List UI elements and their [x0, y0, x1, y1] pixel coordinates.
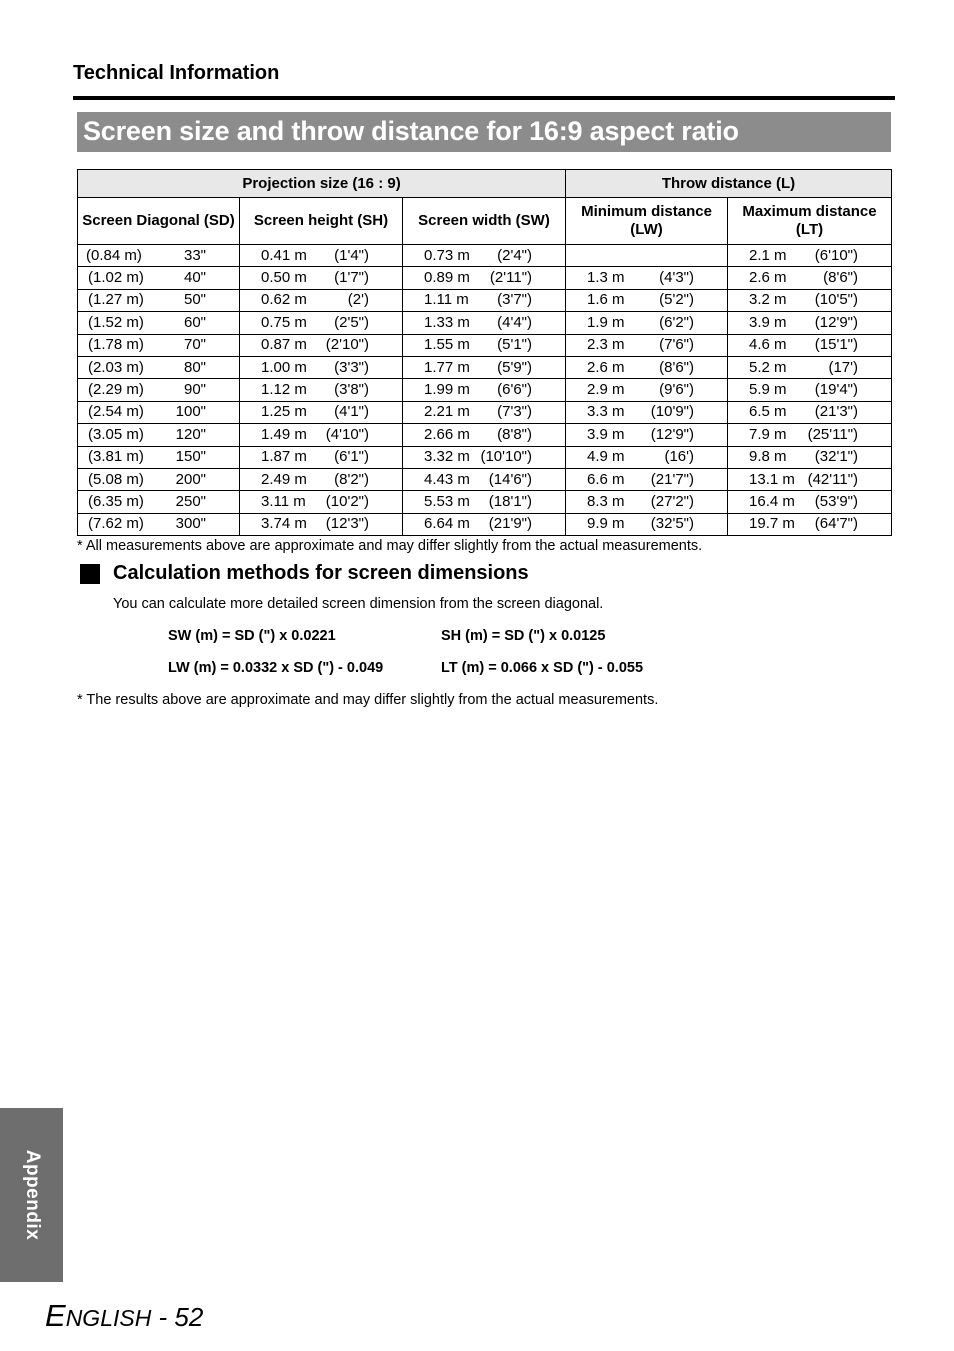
cell-screen-height — [240, 267, 403, 289]
cell-feet-value: (4'4") — [497, 313, 533, 331]
cell-screen-diagonal — [78, 312, 240, 334]
cell-metric-value: 1.87 m — [261, 448, 307, 466]
cell-inch-value: 120" — [175, 425, 206, 443]
cell-feet-value: (8'6") — [823, 269, 859, 287]
cell-metric-value: 1.6 m — [587, 291, 625, 309]
cell-metric-value: (5.08 m) — [88, 470, 144, 488]
cell-metric-value: 6.64 m — [424, 515, 470, 533]
cell-screen-width — [403, 491, 566, 513]
cell-inch-value: 100" — [175, 403, 206, 421]
cell-inch-value: 50" — [183, 291, 206, 309]
calculation-intro: You can calculate more detailed screen dimension from the screen diagonal. — [113, 596, 604, 612]
cell-metric-value: 7.9 m — [749, 425, 787, 443]
cell-screen-diagonal — [78, 491, 240, 513]
cell-inch-value: 80" — [183, 358, 206, 376]
cell-metric-value: 2.21 m — [424, 403, 470, 421]
cell-maximum-distance — [728, 245, 892, 267]
cell-minimum-distance — [566, 446, 728, 468]
table-row — [78, 446, 892, 468]
cell-feet-value: (64'7") — [814, 515, 859, 533]
column-header-screen-diagonal: Screen Diagonal (SD) — [78, 198, 240, 245]
cell-metric-value: (2.54 m) — [88, 403, 144, 421]
cell-inch-value: 200" — [175, 470, 206, 488]
cell-maximum-distance — [728, 513, 892, 535]
cell-feet-value: (3'8") — [334, 381, 369, 399]
footer-language-rest: NGLISH — [65, 1305, 152, 1331]
cell-inch-value: 300" — [175, 515, 206, 533]
cell-metric-value: 6.6 m — [587, 470, 625, 488]
group-header-throw-distance: Throw distance (L) — [566, 170, 892, 198]
cell-screen-height — [240, 468, 403, 490]
cell-feet-value: (10'10") — [480, 448, 533, 466]
cell-screen-width — [403, 424, 566, 446]
cell-feet-value: (4'3") — [659, 269, 695, 287]
cell-screen-diagonal — [78, 356, 240, 378]
cell-metric-value: 1.99 m — [424, 381, 470, 399]
cell-maximum-distance — [728, 312, 892, 334]
title-bar — [77, 112, 891, 152]
cell-feet-value: (5'1") — [497, 336, 533, 354]
cell-inch-value: 150" — [175, 448, 206, 466]
cell-maximum-distance — [728, 379, 892, 401]
header-divider — [73, 96, 895, 100]
cell-metric-value: 19.7 m — [749, 515, 795, 533]
cell-feet-value: (2'4") — [497, 246, 533, 264]
cell-metric-value: 5.9 m — [749, 381, 787, 399]
table-row — [78, 289, 892, 311]
cell-screen-width — [403, 468, 566, 490]
cell-metric-value: (1.78 m) — [88, 336, 144, 354]
footer-page-number: - 52 — [151, 1302, 204, 1332]
cell-feet-value: (14'6") — [488, 470, 533, 488]
cell-screen-diagonal — [78, 446, 240, 468]
page-title: Screen size and throw distance for 16:9 aspect ratio — [83, 116, 739, 146]
cell-metric-value: 3.9 m — [749, 313, 787, 331]
table-row — [78, 312, 892, 334]
table-column-header-row — [78, 198, 892, 245]
cell-metric-value: 2.1 m — [749, 246, 787, 264]
cell-inch-value: 33" — [183, 246, 206, 264]
table-row — [78, 468, 892, 490]
column-header-screen-height: Screen height (SH) — [240, 198, 403, 245]
table-row — [78, 401, 892, 423]
cell-feet-value: (1'7") — [334, 269, 369, 287]
cell-metric-value: 1.9 m — [587, 313, 625, 331]
cell-metric-value: 2.3 m — [587, 336, 625, 354]
table-row — [78, 267, 892, 289]
cell-metric-value: 2.6 m — [749, 269, 787, 287]
cell-metric-value: 0.87 m — [261, 336, 307, 354]
formula-lw: LW (m) = 0.0332 x SD (") - 0.049 — [168, 660, 384, 676]
formula-lt: LT (m) = 0.066 x SD (") - 0.055 — [441, 660, 644, 676]
cell-metric-value: (2.29 m) — [88, 381, 144, 399]
cell-metric-value: 1.33 m — [424, 313, 470, 331]
cell-feet-value: (12'9") — [650, 425, 695, 443]
cell-maximum-distance — [728, 289, 892, 311]
cell-screen-height — [240, 312, 403, 334]
cell-feet-value: (2'5") — [334, 313, 369, 331]
cell-maximum-distance — [728, 424, 892, 446]
cell-metric-value: 2.9 m — [587, 381, 625, 399]
formula-sw: SW (m) = SD (") x 0.0221 — [168, 628, 336, 644]
cell-metric-value: 3.2 m — [749, 291, 787, 309]
cell-feet-value: (8'8") — [497, 425, 533, 443]
cell-screen-height — [240, 424, 403, 446]
cell-feet-value: (2'11") — [489, 269, 533, 287]
cell-screen-height — [240, 446, 403, 468]
cell-metric-value: 0.62 m — [261, 291, 307, 309]
table-row — [78, 356, 892, 378]
cell-metric-value: (0.84 m) — [86, 246, 142, 264]
cell-metric-value: 3.9 m — [587, 425, 625, 443]
cell-minimum-distance — [566, 356, 728, 378]
cell-metric-value: 0.75 m — [261, 313, 307, 331]
cell-screen-diagonal — [78, 424, 240, 446]
cell-metric-value: 9.8 m — [749, 448, 787, 466]
cell-metric-value: 4.43 m — [424, 470, 470, 488]
cell-inch-value: 250" — [175, 492, 206, 510]
group-header-projection-size: Projection size (16 : 9) — [78, 170, 566, 198]
cell-maximum-distance — [728, 491, 892, 513]
cell-metric-value: 2.49 m — [261, 470, 307, 488]
cell-screen-height — [240, 513, 403, 535]
cell-screen-width — [403, 267, 566, 289]
calculation-heading-text: Calculation methods for screen dimensions — [113, 562, 529, 584]
cell-inch-value: 90" — [183, 381, 206, 399]
appendix-side-tab[interactable] — [0, 1108, 63, 1282]
cell-metric-value: (1.27 m) — [88, 291, 144, 309]
column-header-minimum-distance: Minimum distance (LW) — [566, 198, 728, 245]
cell-feet-value: (12'3") — [325, 515, 369, 533]
cell-screen-width — [403, 401, 566, 423]
cell-screen-height — [240, 379, 403, 401]
cell-maximum-distance — [728, 468, 892, 490]
cell-metric-value: 5.53 m — [424, 492, 470, 510]
cell-screen-width — [403, 312, 566, 334]
cell-maximum-distance — [728, 267, 892, 289]
cell-screen-diagonal — [78, 245, 240, 267]
cell-screen-height — [240, 334, 403, 356]
cell-metric-value: 2.6 m — [587, 358, 625, 376]
cell-screen-height — [240, 401, 403, 423]
cell-feet-value: (21'9") — [488, 515, 533, 533]
square-bullet-icon — [80, 564, 100, 584]
cell-screen-diagonal — [78, 267, 240, 289]
cell-metric-value: (7.62 m) — [88, 515, 144, 533]
cell-feet-value: (6'2") — [659, 313, 695, 331]
table-group-header-row — [78, 170, 892, 198]
table-row — [78, 245, 892, 267]
cell-screen-diagonal — [78, 468, 240, 490]
cell-metric-value: 5.2 m — [749, 358, 787, 376]
footer-language-initial: E — [45, 1298, 66, 1333]
cell-minimum-distance — [566, 312, 728, 334]
cell-feet-value: (25'11") — [807, 425, 859, 443]
cell-screen-width — [403, 289, 566, 311]
cell-metric-value: 1.11 m — [424, 291, 469, 309]
cell-feet-value: (32'5") — [650, 515, 695, 533]
cell-minimum-distance — [566, 289, 728, 311]
cell-metric-value: 8.3 m — [587, 492, 625, 510]
cell-feet-value: (32'1") — [814, 448, 859, 466]
cell-metric-value: (1.02 m) — [88, 269, 144, 287]
cell-feet-value: (15'1") — [814, 336, 859, 354]
cell-metric-value: 3.11 m — [261, 492, 306, 510]
column-header-maximum-distance: Maximum distance (LT) — [728, 198, 892, 245]
cell-metric-value: (6.35 m) — [88, 492, 144, 510]
cell-screen-diagonal — [78, 289, 240, 311]
cell-metric-value: 0.50 m — [261, 269, 307, 287]
formula-sh: SH (m) = SD (") x 0.0125 — [441, 628, 606, 644]
results-note: * The results above are approximate and may differ slightly from the actual measurements. — [77, 692, 659, 708]
cell-maximum-distance — [728, 334, 892, 356]
cell-feet-value: (7'6") — [659, 336, 695, 354]
cell-metric-value: 4.9 m — [587, 448, 625, 466]
cell-feet-value: (4'10") — [325, 425, 369, 443]
cell-screen-diagonal — [78, 334, 240, 356]
table-body — [78, 245, 892, 536]
cell-feet-value: (27'2") — [650, 492, 695, 510]
cell-metric-value: (3.05 m) — [88, 425, 144, 443]
page-footer — [45, 1298, 203, 1334]
appendix-tab-label: Appendix — [21, 1149, 43, 1241]
cell-feet-value: (53'9") — [814, 492, 859, 510]
cell-screen-width — [403, 245, 566, 267]
table-row — [78, 513, 892, 535]
cell-feet-value: (6'6") — [497, 381, 533, 399]
cell-screen-diagonal — [78, 513, 240, 535]
cell-screen-height — [240, 356, 403, 378]
cell-maximum-distance — [728, 446, 892, 468]
cell-feet-value: (1'4") — [334, 246, 369, 264]
cell-feet-value: (2') — [347, 291, 369, 309]
cell-metric-value: 1.12 m — [261, 381, 307, 399]
section-header: Technical Information — [73, 62, 280, 84]
cell-metric-value: 13.1 m — [749, 470, 795, 488]
cell-inch-value: 60" — [183, 313, 206, 331]
cell-metric-value: 3.3 m — [587, 403, 625, 421]
cell-metric-value: 1.3 m — [587, 269, 625, 287]
cell-metric-value: (2.03 m) — [88, 358, 144, 376]
cell-feet-value: (18'1") — [488, 492, 533, 510]
cell-minimum-distance — [566, 424, 728, 446]
calculation-heading — [80, 562, 529, 585]
cell-screen-width — [403, 446, 566, 468]
cell-screen-diagonal — [78, 401, 240, 423]
throw-distance-table — [77, 169, 892, 536]
cell-metric-value: 1.49 m — [261, 425, 307, 443]
cell-metric-value: 2.66 m — [424, 425, 470, 443]
cell-maximum-distance — [728, 401, 892, 423]
cell-metric-value: 16.4 m — [749, 492, 795, 510]
cell-minimum-distance — [566, 334, 728, 356]
cell-feet-value: (7'3") — [497, 403, 533, 421]
cell-feet-value: (4'1") — [334, 403, 369, 421]
cell-minimum-distance — [566, 401, 728, 423]
cell-metric-value: 0.73 m — [424, 246, 470, 264]
cell-metric-value: 1.77 m — [424, 358, 470, 376]
cell-feet-value: (2'10") — [325, 336, 369, 354]
cell-feet-value: (8'6") — [659, 358, 695, 376]
cell-screen-height — [240, 245, 403, 267]
cell-feet-value: (3'3") — [334, 358, 369, 376]
cell-metric-value: 1.55 m — [424, 336, 470, 354]
cell-feet-value: (5'9") — [497, 358, 533, 376]
cell-feet-value: (42'11") — [807, 470, 859, 488]
cell-screen-width — [403, 379, 566, 401]
cell-feet-value: (9'6") — [659, 381, 695, 399]
cell-metric-value: 6.5 m — [749, 403, 787, 421]
cell-feet-value: (6'1") — [334, 448, 369, 466]
cell-metric-value: (1.52 m) — [88, 313, 144, 331]
cell-metric-value: 1.25 m — [261, 403, 307, 421]
cell-screen-width — [403, 334, 566, 356]
cell-minimum-distance — [566, 245, 728, 267]
cell-metric-value: 1.00 m — [261, 358, 307, 376]
cell-feet-value: (21'7") — [650, 470, 695, 488]
cell-screen-width — [403, 513, 566, 535]
cell-feet-value: (3'7") — [497, 291, 533, 309]
cell-minimum-distance — [566, 379, 728, 401]
cell-maximum-distance — [728, 356, 892, 378]
cell-screen-diagonal — [78, 379, 240, 401]
cell-feet-value: (10'9") — [650, 403, 695, 421]
cell-feet-value: (6'10") — [814, 246, 859, 264]
cell-metric-value: 9.9 m — [587, 515, 625, 533]
cell-feet-value: (10'2") — [325, 492, 369, 510]
cell-metric-value: 4.6 m — [749, 336, 787, 354]
cell-feet-value: (19'4") — [814, 381, 859, 399]
cell-metric-value: 3.74 m — [261, 515, 307, 533]
table-row — [78, 379, 892, 401]
cell-screen-height — [240, 289, 403, 311]
cell-minimum-distance — [566, 513, 728, 535]
table-row — [78, 334, 892, 356]
cell-metric-value: (3.81 m) — [88, 448, 144, 466]
column-header-screen-width: Screen width (SW) — [403, 198, 566, 245]
cell-minimum-distance — [566, 468, 728, 490]
cell-feet-value: (21'3") — [814, 403, 859, 421]
cell-feet-value: (8'2") — [334, 470, 369, 488]
cell-screen-height — [240, 491, 403, 513]
cell-metric-value: 0.41 m — [261, 246, 307, 264]
cell-feet-value: (10'5") — [814, 291, 859, 309]
table-row — [78, 491, 892, 513]
cell-screen-width — [403, 356, 566, 378]
cell-minimum-distance — [566, 267, 728, 289]
cell-inch-value: 40" — [183, 269, 206, 287]
cell-inch-value: 70" — [183, 336, 206, 354]
measurement-note: * All measurements above are approximate and may differ slightly from the actual measurements. — [77, 538, 703, 554]
table-row — [78, 424, 892, 446]
cell-feet-value: (16') — [664, 448, 695, 466]
cell-minimum-distance — [566, 491, 728, 513]
cell-feet-value: (12'9") — [814, 313, 859, 331]
cell-metric-value: 0.89 m — [424, 269, 470, 287]
cell-feet-value: (17') — [828, 358, 859, 376]
cell-feet-value: (5'2") — [659, 291, 695, 309]
cell-metric-value: 3.32 m — [424, 448, 470, 466]
